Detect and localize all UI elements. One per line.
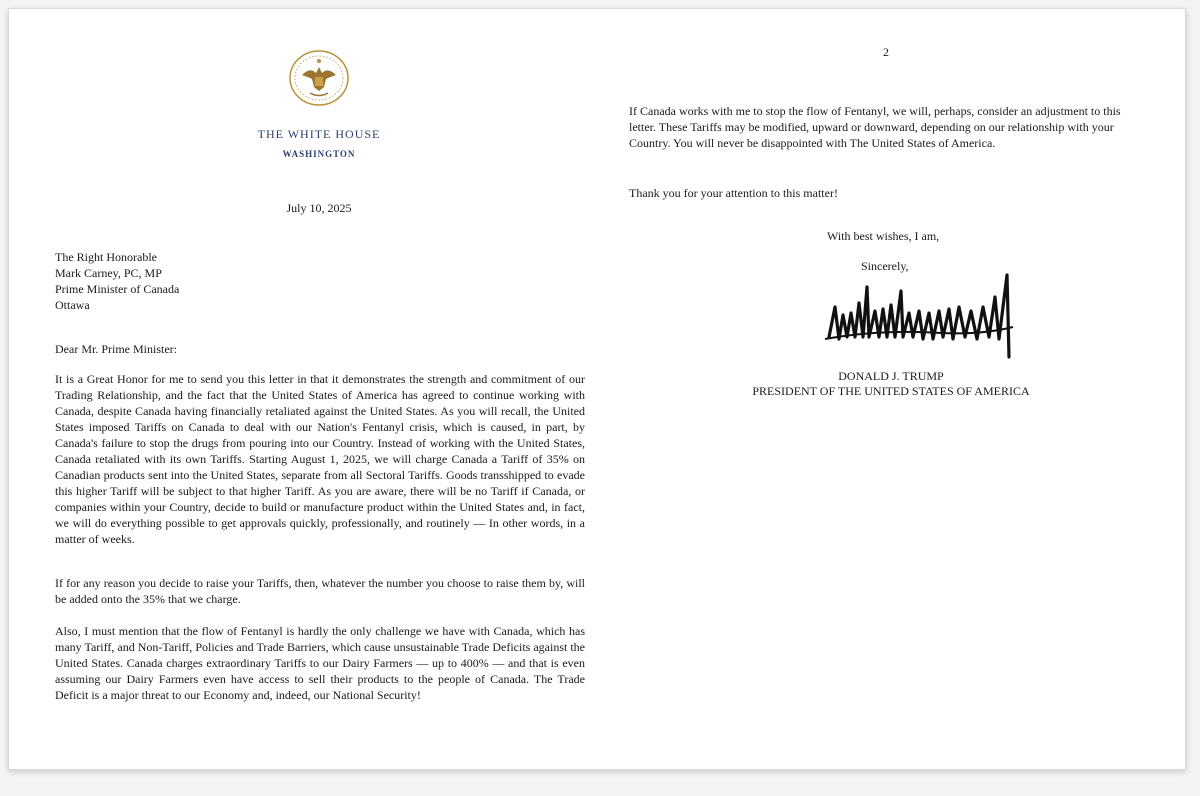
recipient-line: Mark Carney, PC, MP <box>55 266 162 280</box>
body-paragraph: It is a Great Honor for me to send you this letter in that it demonstrates the strength and commitment of our Trading Relationship, and the fact that the United States of America has agreed to continue working with Canada, despite Canada having financially retaliated against the United States. As you will recall, the United States imposed Tariffs on Canada to deal with our Nation's Fentanyl crisis, which is caused, in part, by Canada's failure to stop the drugs from pouring into our Country. Instead of working with the United States, Canada retaliated with its own Tariffs. Starting August 1, 2025, we will charge Canada a Tariff of 35% on Canadian products sent into the United States, separate from all Sectoral Tariffs. Goods transshipped to evade this higher Tariff will be subject to that higher Tariff. As you are aware, there will be no Tariff if Canada, or companies within your Country, decide to build or manufacture product within the United States and, in fact, we will do everything possible to get approvals quickly, professionally, and routinely — In other words, in a matter of weeks. <box>55 372 585 546</box>
signer-title: PRESIDENT OF THE UNITED STATES OF AMERICA <box>752 384 1030 398</box>
recipient-line: The Right Honorable <box>55 250 157 264</box>
letter-date: July 10, 2025 <box>286 201 352 215</box>
letterhead-subtitle: WASHINGTON <box>282 149 356 159</box>
signer-name: DONALD J. TRUMP <box>838 369 944 383</box>
body-paragraph: Also, I must mention that the flow of Fentanyl is hardly the only challenge we have with Canada, which has many Tariff, and Non-Tariff, Policies and Trade Barriers, which cause unsustainable Trade Deficits against the United States. Canada charges extraordinary Tariffs to our Dairy Farmers — up to 400% — and that is even assuming our Dairy Farmers even have access to sell their products to the people of Canada. The Trade Deficit is a major threat to our Economy and, indeed, our National Security! <box>55 624 585 702</box>
closing-line: With best wishes, I am, <box>827 229 940 243</box>
body-paragraph: If for any reason you decide to raise your Tariffs, then, whatever the number you choose to raise them by, will be added onto the 35% that we charge. <box>55 576 585 606</box>
recipient-line: Ottawa <box>55 298 90 312</box>
page-number: 2 <box>883 45 889 59</box>
page2-paragraph: Thank you for your attention to this matter! <box>629 186 838 200</box>
letter-sheet <box>8 8 1186 770</box>
sign-off: Sincerely, <box>861 259 909 273</box>
signature-image <box>821 267 1021 367</box>
recipient-line: Prime Minister of Canada <box>55 282 180 296</box>
presidential-seal-icon <box>288 49 350 107</box>
salutation: Dear Mr. Prime Minister: <box>55 342 177 356</box>
letterhead-title: THE WHITE HOUSE <box>257 127 381 141</box>
page2-paragraph: If Canada works with me to stop the flow of Fentanyl, we will, perhaps, consider an adjustment to this letter. These Tariffs may be modified, upward or downward, depending on our relationship with your Country. You will never be disappointed with The United States of America. <box>629 104 1121 150</box>
recipient-address <box>55 249 179 313</box>
